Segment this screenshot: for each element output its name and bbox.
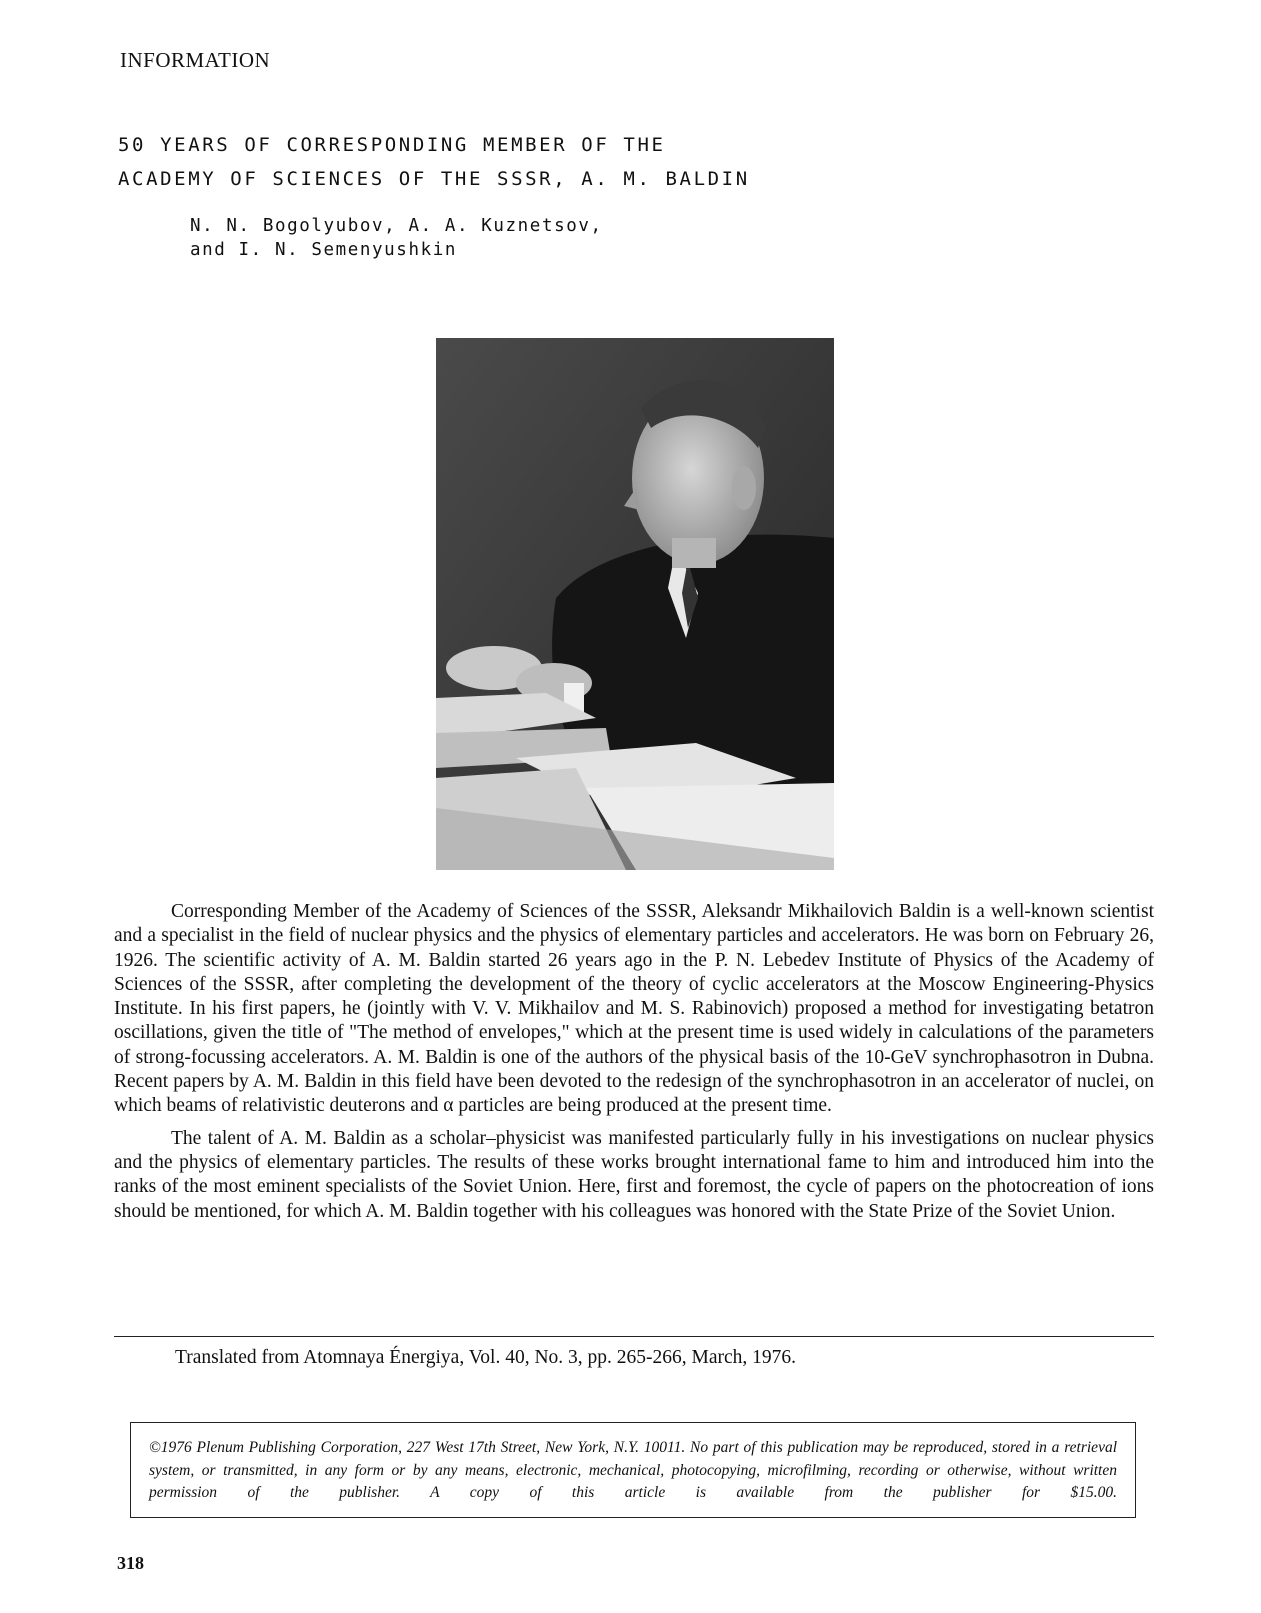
- section-label: INFORMATION: [120, 48, 271, 72]
- authors-line-1: N. N. Bogolyubov, A. A. Kuznetsov,: [190, 216, 603, 236]
- portrait-illustration: [436, 338, 834, 870]
- article-body: [114, 900, 1154, 1232]
- authors-line-2: and I. N. Semenyushkin: [190, 240, 457, 260]
- copyright-notice: ©1976 Plenum Publishing Corporation, 227 West 17th Street, New York, N.Y. 10011. No part of this publication may be reproduced, stored in a retrieval system, or transmitted, in any form or by any means, electronic, mechanical, photocopying, microfilming, recording or otherwise, without written permission of the publisher. A copy of this article is available from the publisher for $15.00.: [130, 1422, 1136, 1518]
- paragraph-1: Corresponding Member of the Academy of Sciences of the SSSR, Aleksandr Mikhailovich Baldin is a well-known scientist and a specialist in the field of nuclear physics and the physics of elementary particles and accelerators. He was born on February 26, 1926. The scientific activity of A. M. Baldin started 26 years ago in the P. N. Lebedev Institute of Physics of the Academy of Sciences of the SSSR, after completing the development of the theory of cyclic accelerators at the Moscow Engineering-Physics Institute. In his first papers, he (jointly with V. V. Mikhailov and M. S. Rabinovich) proposed a method for investigating betatron oscillations, given the title of "The method of envelopes," which at the present time is used widely in calculations of the parameters of strong-focussing accelerators. A. M. Baldin is one of the authors of the physical basis of the 10-GeV synchrophasotron in Dubna. Recent papers by A. M. Baldin in this field have been devoted to the redesign of the synchrophasotron in an accelerator of nuclei, on which beams of relativistic deuterons and α particles are being produced at the present time.: [114, 901, 1154, 1117]
- paragraph-2: The talent of A. M. Baldin as a scholar–physicist was manifested particularly fully in his investigations on nuclear physics and the physics of elementary particles. The results of these works brought international fame to him and introduced him into the ranks of the most eminent specialists of the Soviet Union. Here, first and foremost, the cycle of papers on the photocreation of ions should be mentioned, for which A. M. Baldin together with his colleagues was honored with the State Prize of the Soviet Union.: [114, 1127, 1154, 1222]
- translation-footnote: Translated from Atomnaya Énergiya, Vol. 40, No. 3, pp. 265-266, March, 1976.: [175, 1347, 797, 1368]
- title-line-2: ACADEMY OF SCIENCES OF THE SSSR, A. M. BALDIN: [118, 168, 750, 190]
- portrait-photo: [436, 338, 834, 870]
- title-line-1: 50 YEARS OF CORRESPONDING MEMBER OF THE: [118, 134, 666, 156]
- article-title: [118, 128, 1018, 196]
- page-number: 318: [117, 1553, 144, 1573]
- footnote-divider: [114, 1336, 1154, 1337]
- authors: [190, 214, 603, 262]
